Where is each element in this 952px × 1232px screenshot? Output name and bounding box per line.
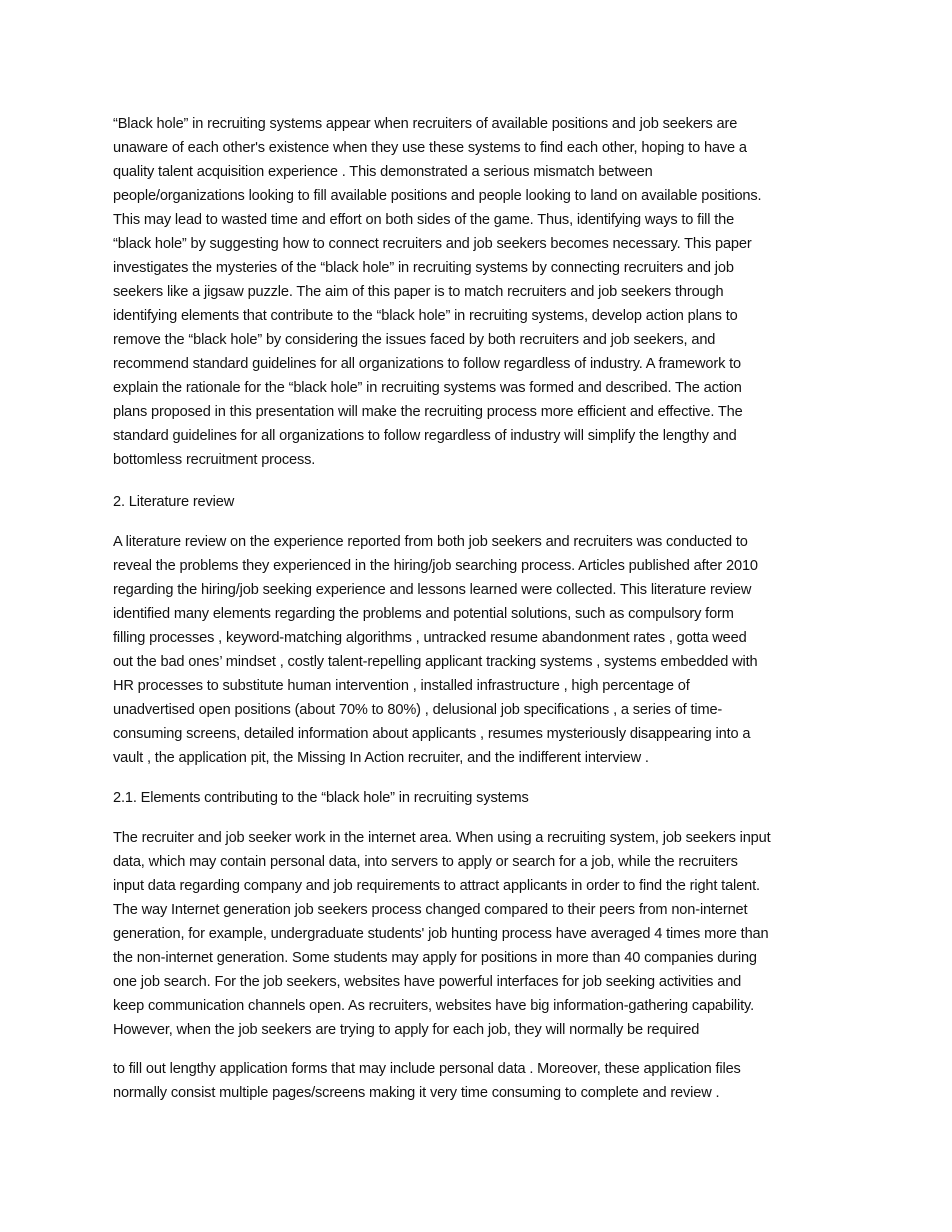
text-line: “black hole” by suggesting how to connect recruiters and job seekers becomes necessary. This paper bbox=[113, 236, 752, 252]
text-line: quality talent acquisition experience . This demonstrated a serious mismatch between bbox=[113, 164, 653, 180]
continued-paragraph bbox=[113, 1057, 853, 1105]
text-line: However, when the job seekers are trying to apply for each job, they will normally be required bbox=[113, 1022, 700, 1038]
heading-text: 2. Literature review bbox=[113, 494, 235, 510]
text-line: consuming screens, detailed information about applicants , resumes mysteriously disappearing into a bbox=[113, 726, 751, 742]
text-line: data, which may contain personal data, into servers to apply or search for a job, while the recruiters bbox=[113, 854, 738, 870]
text-line: reveal the problems they experienced in the hiring/job searching process. Articles published after 2010 bbox=[113, 558, 758, 574]
text-line: people/organizations looking to fill available positions and people looking to land on available positions. bbox=[113, 188, 762, 204]
text-line: filling processes , keyword-matching algorithms , untracked resume abandonment rates , gotta weed bbox=[113, 630, 747, 646]
intro-paragraph bbox=[113, 112, 853, 472]
text-line: the non-internet generation. Some students may apply for positions in more than 40 companies during bbox=[113, 950, 757, 966]
text-line: “Black hole” in recruiting systems appear when recruiters of available positions and job seekers are bbox=[113, 116, 738, 132]
text-line: regarding the hiring/job seeking experience and lessons learned were collected. This literature review bbox=[113, 582, 752, 598]
text-line: HR processes to substitute human intervention , installed infrastructure , high percentage of bbox=[113, 678, 690, 694]
text-line: The way Internet generation job seekers process changed compared to their peers from non-internet bbox=[113, 902, 748, 918]
elements-paragraph bbox=[113, 826, 853, 1042]
text-line: one job search. For the job seekers, websites have powerful interfaces for job seeking activities and bbox=[113, 974, 742, 990]
text-line: plans proposed in this presentation will make the recruiting process more efficient and effective. The bbox=[113, 404, 743, 420]
heading-text: 2.1. Elements contributing to the “black hole” in recruiting systems bbox=[113, 790, 529, 806]
text-line: normally consist multiple pages/screens making it very time consuming to complete and review . bbox=[113, 1085, 720, 1101]
literature-review-paragraph bbox=[113, 530, 853, 770]
text-line: This may lead to wasted time and effort on both sides of the game. Thus, identifying ways to fill the bbox=[113, 212, 735, 228]
text-line: investigates the mysteries of the “black hole” in recruiting systems by connecting recruiters and job bbox=[113, 260, 734, 276]
text-line: A literature review on the experience reported from both job seekers and recruiters was conducted to bbox=[113, 534, 748, 550]
section-heading-literature-review bbox=[113, 490, 853, 514]
text-line: remove the “black hole” by considering the issues faced by both recruiters and job seekers, and bbox=[113, 332, 716, 348]
text-line: bottomless recruitment process. bbox=[113, 452, 316, 468]
text-line: unaware of each other's existence when they use these systems to find each other, hoping to have a bbox=[113, 140, 747, 156]
text-line: vault , the application pit, the Missing In Action recruiter, and the indifferent interview . bbox=[113, 750, 649, 766]
text-line: standard guidelines for all organizations to follow regardless of industry will simplify the lengthy and bbox=[113, 428, 737, 444]
text-line: identifying elements that contribute to the “black hole” in recruiting systems, develop action plans to bbox=[113, 308, 738, 324]
text-line: recommend standard guidelines for all organizations to follow regardless of industry. A framework to bbox=[113, 356, 741, 372]
section-heading-elements bbox=[113, 786, 853, 810]
text-line: keep communication channels open. As recruiters, websites have big information-gathering capability. bbox=[113, 998, 754, 1014]
text-line: out the bad ones’ mindset , costly talent-repelling applicant tracking systems , systems embedded with bbox=[113, 654, 758, 670]
text-line: The recruiter and job seeker work in the internet area. When using a recruiting system, job seekers input bbox=[113, 830, 771, 846]
text-line: identified many elements regarding the problems and potential solutions, such as compulsory form bbox=[113, 606, 734, 622]
text-line: to fill out lengthy application forms that may include personal data . Moreover, these application files bbox=[113, 1061, 741, 1077]
text-line: generation, for example, undergraduate students' job hunting process have averaged 4 times more than bbox=[113, 926, 769, 942]
text-line: seekers like a jigsaw puzzle. The aim of this paper is to match recruiters and job seekers through bbox=[113, 284, 724, 300]
text-line: explain the rationale for the “black hole” in recruiting systems was formed and described. The action bbox=[113, 380, 742, 396]
text-line: unadvertised open positions (about 70% to 80%) , delusional job specifications , a series of time- bbox=[113, 702, 723, 718]
text-line: input data regarding company and job requirements to attract applicants in order to find the right talent. bbox=[113, 878, 760, 894]
